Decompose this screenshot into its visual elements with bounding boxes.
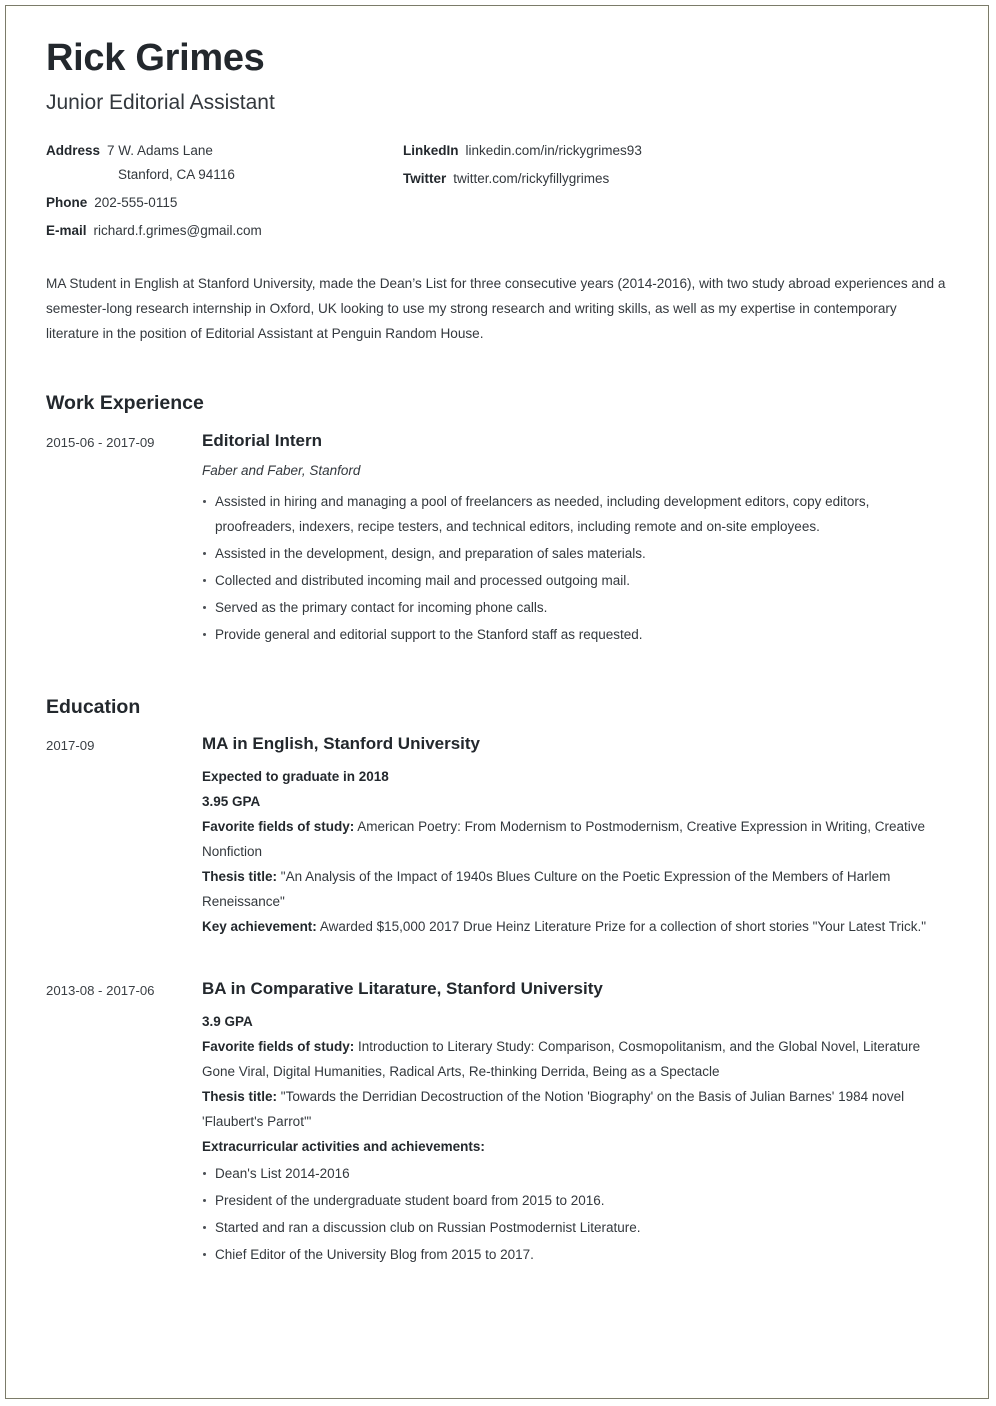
work-entry-employer: Faber and Faber, Stanford bbox=[202, 463, 361, 479]
education-entry bbox=[46, 733, 948, 940]
favorite-fields-label: Favorite fields of study: bbox=[202, 819, 355, 835]
address-label: Address bbox=[46, 142, 101, 158]
phone-value: 202-555-0115 bbox=[94, 194, 178, 210]
key-achievement-value: Awarded $15,000 2017 Drue Heinz Literature Prize for a collection of short stories "Your Latest Trick." bbox=[319, 919, 926, 935]
key-achievement-label: Key achievement: bbox=[202, 919, 317, 935]
thesis-title-label: Thesis title: bbox=[202, 869, 278, 885]
work-entry-body bbox=[202, 430, 948, 650]
contact-row-twitter bbox=[403, 171, 823, 186]
thesis-title bbox=[202, 1085, 948, 1135]
education-entry-title: BA in Comparative Litarature, Stanford University bbox=[202, 979, 603, 999]
list-item: Collected and distributed incoming mail and processed outgoing mail. bbox=[202, 569, 948, 594]
key-achievement bbox=[202, 915, 948, 940]
linkedin-label: LinkedIn bbox=[403, 142, 459, 158]
section-education bbox=[46, 696, 948, 1270]
phone-label: Phone bbox=[46, 194, 88, 210]
address-line2: Stanford, CA 94116 bbox=[118, 166, 235, 182]
contact-row-phone bbox=[46, 195, 376, 210]
contact-row-linkedin bbox=[403, 143, 823, 158]
work-entry bbox=[46, 430, 948, 650]
contact-row-email bbox=[46, 223, 376, 238]
favorite-fields-value: Introduction to Literary Study: Comparison, Cosmopolitanism, and the Global Novel, Literature Gone Viral, Digital Humanities, Radical Arts, Re-thinking Derrida, Being as a Spectacle bbox=[202, 1039, 921, 1080]
professional-summary: MA Student in English at Stanford University, made the Dean’s List for three consecutive years (2014-2016), with two study abroad experiences and a semester-long research internship in Oxford, UK looking to use my strong research and writing skills, as well as my expertise in contemporary literature in the position of Editorial Assistant at Penguin Random House. bbox=[46, 275, 946, 342]
extracurricular-label: Extracurricular activities and achievements: bbox=[202, 1139, 485, 1155]
list-item: Dean's List 2014-2016 bbox=[202, 1162, 948, 1187]
address-line1: 7 W. Adams Lane bbox=[107, 142, 213, 158]
work-entry-title: Editorial Intern bbox=[202, 430, 322, 450]
education-entry-date: 2013-08 - 2017-06 bbox=[46, 983, 155, 999]
thesis-title-label: Thesis title: bbox=[202, 1089, 278, 1105]
contact-column-right bbox=[403, 143, 823, 199]
section-work-experience bbox=[46, 392, 948, 649]
email-value[interactable]: richard.f.grimes@gmail.com bbox=[93, 222, 262, 238]
extracurricular-bullets bbox=[202, 1162, 948, 1268]
contact-block bbox=[46, 143, 948, 259]
candidate-name: Rick Grimes bbox=[46, 37, 265, 79]
education-entry-body bbox=[202, 978, 948, 1270]
resume-page bbox=[8, 8, 986, 1396]
education-entry bbox=[46, 978, 948, 1270]
contact-row-address bbox=[46, 143, 376, 158]
resume-page-frame bbox=[5, 5, 989, 1399]
section-title-work: Work Experience bbox=[46, 392, 204, 415]
favorite-fields bbox=[202, 815, 948, 865]
work-entry-date: 2015-06 - 2017-09 bbox=[46, 434, 155, 450]
gpa-value: 3.9 GPA bbox=[202, 1014, 253, 1030]
education-entry-body bbox=[202, 733, 948, 940]
email-label: E-mail bbox=[46, 222, 87, 238]
expected-graduation: Expected to graduate in 2018 bbox=[202, 769, 389, 785]
twitter-value[interactable]: twitter.com/rickyfillygrimes bbox=[453, 170, 610, 186]
list-item: Provide general and editorial support to the Stanford staff as requested. bbox=[202, 623, 948, 648]
thesis-title bbox=[202, 865, 948, 915]
twitter-label: Twitter bbox=[403, 170, 447, 186]
thesis-title-value: "Towards the Derridian Decostruction of the Notion 'Biography' on the Basis of Julian Barnes' 1984 novel 'Flaubert's Parrot'" bbox=[202, 1089, 905, 1130]
work-entry-bullets bbox=[202, 490, 948, 648]
list-item: Started and ran a discussion club on Russian Postmodernist Literature. bbox=[202, 1216, 948, 1241]
favorite-fields bbox=[202, 1035, 948, 1085]
favorite-fields-value: American Poetry: From Modernism to Postmodernism, Creative Expression in Writing, Creative Nonfiction bbox=[202, 819, 925, 860]
thesis-title-value: "An Analysis of the Impact of 1940s Blues Culture on the Poetic Expression of the Members of Harlem Reneissance" bbox=[202, 869, 891, 910]
education-entry-details bbox=[202, 765, 948, 940]
list-item: Chief Editor of the University Blog from 2015 to 2017. bbox=[202, 1243, 948, 1268]
resume-content bbox=[8, 8, 986, 1270]
list-item: Served as the primary contact for incoming phone calls. bbox=[202, 596, 948, 621]
education-entry-date: 2017-09 bbox=[46, 738, 95, 754]
contact-column-left bbox=[46, 143, 376, 251]
linkedin-value[interactable]: linkedin.com/in/rickygrimes93 bbox=[465, 142, 642, 158]
education-entry-details bbox=[202, 1010, 948, 1160]
education-entry-title: MA in English, Stanford University bbox=[202, 734, 481, 754]
section-title-education: Education bbox=[46, 695, 141, 718]
favorite-fields-label: Favorite fields of study: bbox=[202, 1039, 355, 1055]
list-item: President of the undergraduate student board from 2015 to 2016. bbox=[202, 1189, 948, 1214]
list-item: Assisted in hiring and managing a pool of freelancers as needed, including development editors, copy editors, proofreaders, indexers, recipe testers, and technical editors, including remote and on-site employees. bbox=[202, 490, 948, 540]
list-item: Assisted in the development, design, and preparation of sales materials. bbox=[202, 542, 948, 567]
gpa-value: 3.95 GPA bbox=[202, 794, 261, 810]
candidate-job-title: Junior Editorial Assistant bbox=[46, 90, 275, 114]
